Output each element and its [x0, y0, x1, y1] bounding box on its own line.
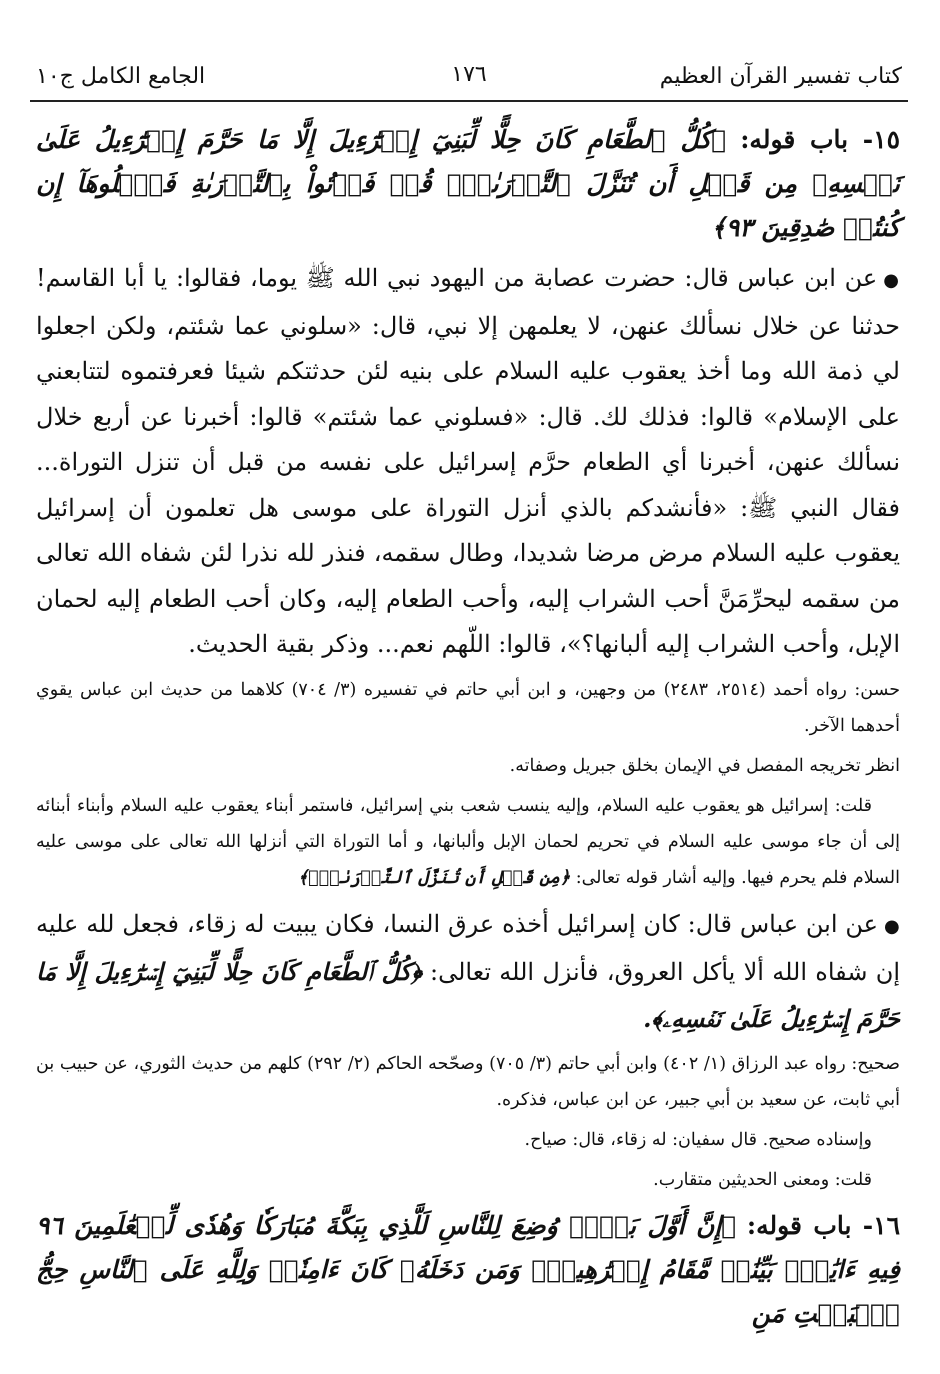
book-title: كتاب تفسير القرآن العظيم: [659, 64, 902, 89]
page-content: [36, 118, 900, 1342]
section-15-label: ١٥- باب قوله:: [740, 125, 900, 154]
bullet-icon: ●: [884, 915, 900, 937]
hadith-1-reference: انظر تخريجه المفصل في الإيمان بخلق جبريل وصفاته.: [509, 755, 900, 776]
hadith-1-grading: حسن: رواه أحمد (٢٥١٤، ٢٤٨٣) من وجهين، و ابن أبي حاتم في تفسيره (٣/ ٧٠٤) كلاهما من حديث ابن عباس يقوي أحدهما الآخر.: [36, 679, 901, 736]
hadith-2-text: عن ابن عباس قال: كان إسرائيل أخذه عرق النسا، فكان يبيت له زقاء، فجعل لله عليه إن شفاه الله ألا يأكل العروق، فأنزل الله تعالى:: [36, 909, 900, 986]
section-16-heading: [36, 1204, 900, 1336]
hadith-1-comment: [36, 788, 900, 896]
hadith-2-verse: ﴿كُلُّ ٱلطَّعَامِ كَانَ حِلًّا لِّبَنِيٓ إِسۡرَٰٓءِيلَ إِلَّا مَا حَرَّمَ إِسۡرَٰٓءِيلُ عَلَىٰ نَفۡسِهِۦ﴾.: [36, 957, 900, 1033]
section-15-heading: [36, 118, 900, 250]
bullet-icon: ●: [883, 270, 900, 291]
hadith-2-comment: قلت: ومعنى الحديثين متقارب.: [653, 1170, 872, 1190]
hadith-1: [36, 256, 900, 668]
hadith-2-grading: صحيح: رواه عبد الرزاق (١/ ٤٠٢) وابن أبي حاتم (٣/ ٧٠٥) وصحّحه الحاكم (٢/ ٢٩٢) كلهم من حديث الثوري، عن حبيب بن أبي ثابت، عن سعيد بن أبي جبير، عن ابن عباس، فذكره.: [36, 1054, 900, 1110]
volume-title: الجامع الكامل ج١٠: [36, 64, 206, 89]
page-number: ١٧٦: [451, 62, 487, 87]
hadith-1-text: عن ابن عباس قال: حضرت عصابة من اليهود نبي الله ﷺ يوما، فقالوا: يا أبا القاسم! حدثنا عن خلال نسألك عنهن، لا يعلمهن إلا نبي، قال: «سلوني عما شئتم، ولكن اجعلوا لي ذمة الله وما أخذ يعقوب عليه السلام على بنيه لئن حدثتكم شيئا فعرفتموه لتتابعني على الإسلام» قالوا: فذلك لك. قال: «فسلوني عما شئتم» قالوا: أخبرنا عن أربع خلال نسألك عنهن، أخبرنا أي الطعام حرَّم إسرائيل على نفسه من قبل أن تنزل التوراة... فقال النبي ﷺ: «فأنشدكم بالذي أنزل التوراة على موسى هل تعلمون أن إسرائيل يعقوب عليه السلام مرض مرضا شديدا، وطال سقمه، فنذر لله نذرا لئن شفاه الله تعالى من سقمه ليحرِّمَنَّ أحب الشراب إليه، وأحب الطعام إليه، وكان أحب الطعام إليه لحمان الإبل، وأحب الشراب إليه ألبانها؟»، قالوا: اللّهم نعم... وذكر بقية الحديث.: [36, 264, 900, 658]
hadith-2: [36, 902, 900, 1043]
section-16-label: ١٦- باب قوله:: [746, 1211, 900, 1240]
section-16-verse: ﴿إِنَّ أَوَّلَ بَيۡتٖ وُضِعَ لِلنَّاسِ لَلَّذِي بِبَكَّةَ مُبَارَكٗا وَهُدٗى لِّلۡعَٰلَمِينَ ٩٦ فِيهِ ءَايَٰتُۢ بَيِّنَٰتٞ مَّقَامُ إِبۡرَٰهِيمَۖ وَمَن دَخَلَهُۥ كَانَ ءَامِنٗاۗ وَلِلَّهِ عَلَى ٱلنَّاسِ حِجُّ ٱلۡبَيۡتِ مَنِ: [36, 1211, 900, 1328]
page-header: [30, 60, 908, 102]
section-15-verse: ﴿كُلُّ ٱلطَّعَامِ كَانَ حِلًّا لِّبَنِيٓ إِسۡرَٰٓءِيلَ إِلَّا مَا حَرَّمَ إِسۡرَٰٓءِيلُ عَلَىٰ نَفۡسِهِۦ مِن قَبۡلِ أَن تُنَزَّلَ ٱلتَّوۡرَىٰةُۚ قُلۡ فَأۡتُواْ بِٱلتَّوۡرَىٰةِ فَٱتۡلُوهَآ إِن كُنتُمۡ صَٰدِقِينَ ٩٣﴾: [36, 125, 900, 242]
hadith-2-isnad: وإسناده صحيح. قال سفيان: له زقاء، قال: صياح.: [524, 1130, 872, 1150]
comment-text: قلت: إسرائيل هو يعقوب عليه السلام، وإليه ينسب شعب بني إسرائيل، فاستمر أبناء يعقوب عليه السلام وأبناء أبنائه إلى أن جاء موسى عليه السلام في تحريم لحمان الإبل وألبانها، و أما التوراة التي أنزلها الله تعالى على موسى عليه السلام فلم يحرم فيها. وإليه أشار قوله تعالى:: [36, 795, 900, 888]
comment-verse: ﴿مِن قَبۡلِ أَن تُنَزَّلَ ٱلتَّوۡرَىٰةُۚ﴾: [297, 867, 571, 888]
